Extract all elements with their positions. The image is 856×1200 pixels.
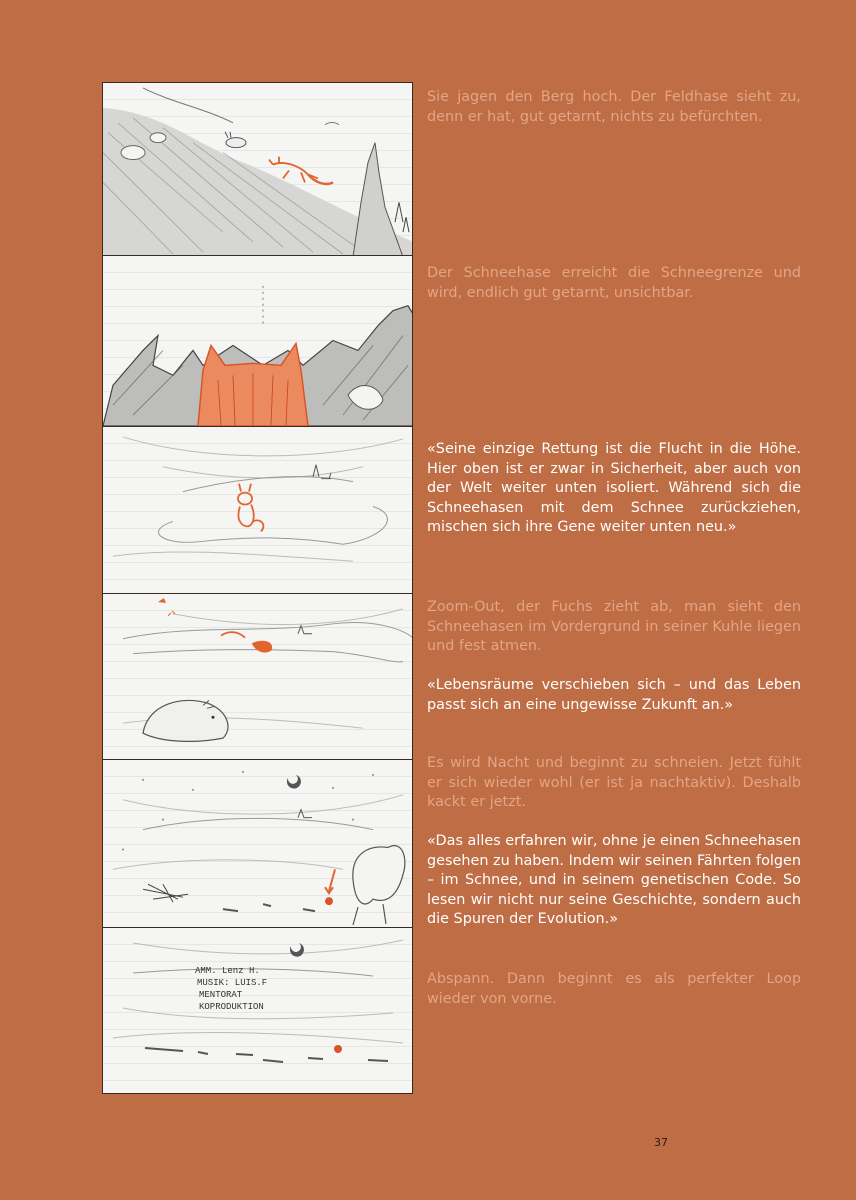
fox-ears-sketch [198,343,308,426]
storyboard-strip [102,82,413,1094]
caption-5: Abspann. Dann beginnt es als perfekter Loop wieder von vorne. [427,971,801,1007]
credits-sketch [103,928,412,1093]
credits-handwriting [195,966,267,1012]
credits-line-4: KOPRODUKTION [199,1002,264,1012]
credits-drawing [103,928,412,1093]
fox-sitting-sketch [238,484,263,532]
hare-in-hollow-sketch [143,700,228,741]
caption-1: Sie jagen den Berg hoch. Der Feldhase sieht zu, denn er hat, gut getarnt, nichts zu befürchten. [427,89,801,125]
night-snow-sketch [103,760,412,928]
snowline-drawing [103,256,412,426]
quote-3: «Das alles erfahren wir, ohne je einen Schneehasen gesehen zu haben. Indem wir seinen Fährten folgen – im Schnee, und in seinem genetischen Code. So lesen wir nicht nur seine Geschichte, sondern auch die Spuren der Evolution.» [427,833,801,928]
bush-sketch [143,884,188,902]
poop-dot [334,1045,342,1053]
hare-sketch [225,132,246,148]
credits-line-3: MENTORAT [199,990,243,1000]
moon-sketch [287,775,301,789]
fox-leaving-sketch [221,632,271,652]
caption-4: Es wird Nacht und beginnt zu schneien. Jetzt fühlt er sich wieder wohl (er ist ja nachtaktiv). Deshalb kackt er jetzt. [427,755,801,811]
caption-2: Der Schneehase erreicht die Schneegrenze und wird, endlich gut getarnt, unsichtbar. [427,265,801,301]
hill-chase-sketch [103,83,412,256]
hill-chase-drawing [103,83,412,255]
zoom-out-drawing [103,594,412,759]
caption-3: Zoom-Out, der Fuchs zieht ab, man sieht den Schneehasen im Vordergrund in seiner Kuhle liegen und fest atmen. [427,599,801,655]
quote-2: «Lebensräume verschieben sich – und das Leben passt sich an eine ungewisse Zukunft an.» [427,677,801,713]
night-snow-drawing [103,760,412,927]
credits-line-2: MUSIK: LUIS.F [197,978,268,988]
quote-1: «Seine einzige Rettung ist die Flucht in die Höhe. Hier oben ist er zwar in Sicherheit, aber auch von der Welt weiter unten isoliert. Während sich die Schneehasen mit dem Schnee zurückziehen, mischen sich ihre Gene weiter unten neu.» [427,441,801,536]
hare-standing-sketch [353,846,405,925]
moon-sketch-2 [290,943,304,957]
zoom-out-sketch [103,594,412,760]
fox-on-snowfield-drawing [103,427,412,593]
poop-sketch [325,869,335,905]
fox-on-snowfield-sketch [103,427,412,594]
page-number: 37 [654,1136,668,1149]
snowline-sketch [103,256,412,427]
credits-line-1: AMM. Lenz H. [195,966,260,976]
